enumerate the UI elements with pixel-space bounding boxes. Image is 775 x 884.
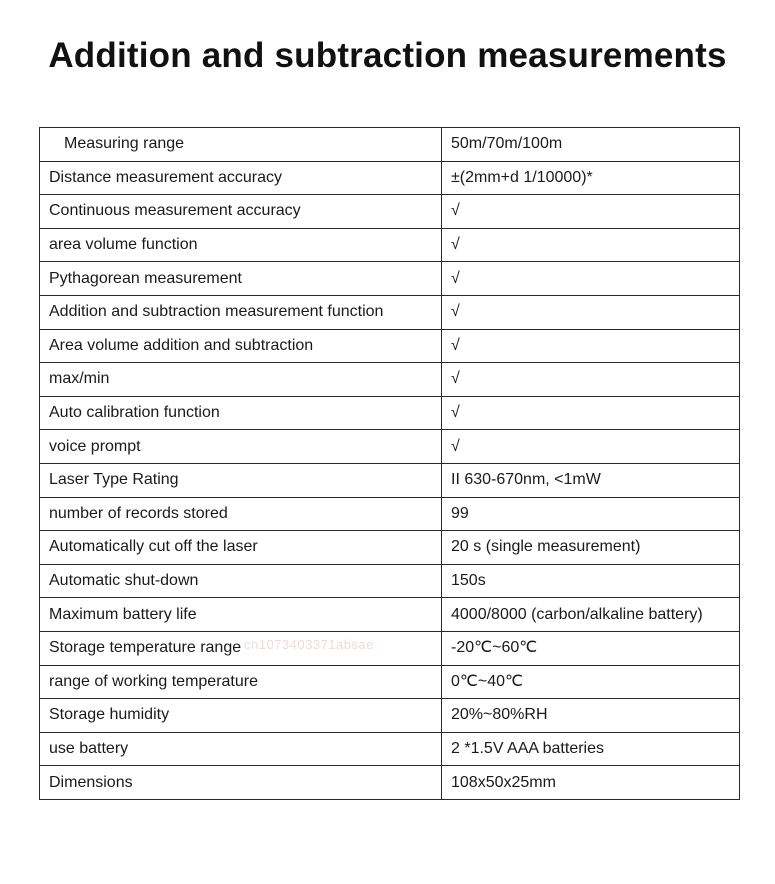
- spec-value: √: [442, 295, 740, 329]
- spec-label: voice prompt: [40, 430, 442, 464]
- spec-value: 150s: [442, 564, 740, 598]
- table-row: [40, 598, 740, 632]
- spec-label: Dimensions: [40, 766, 442, 800]
- spec-label: area volume function: [40, 228, 442, 262]
- spec-value: √: [442, 363, 740, 397]
- table-row: [40, 497, 740, 531]
- spec-label: number of records stored: [40, 497, 442, 531]
- spec-label: Storage humidity: [40, 699, 442, 733]
- spec-value: √: [442, 329, 740, 363]
- table-row: [40, 228, 740, 262]
- table-row: [40, 766, 740, 800]
- spec-value: √: [442, 396, 740, 430]
- spec-label: Storage temperature range: [40, 631, 442, 665]
- spec-label: Maximum battery life: [40, 598, 442, 632]
- spec-label: Addition and subtraction measurement function: [40, 295, 442, 329]
- spec-table: [39, 127, 740, 800]
- page-title: Addition and subtraction measurements: [48, 36, 727, 75]
- spec-value: ±(2mm+d 1/10000)*: [442, 161, 740, 195]
- spec-table-body: [40, 128, 740, 800]
- table-row: [40, 295, 740, 329]
- spec-label: use battery: [40, 732, 442, 766]
- table-row: [40, 463, 740, 497]
- spec-value: √: [442, 228, 740, 262]
- table-row: [40, 161, 740, 195]
- spec-value: II 630-670nm, <1mW: [442, 463, 740, 497]
- table-row: [40, 699, 740, 733]
- spec-value: -20℃~60℃: [442, 631, 740, 665]
- spec-label: Continuous measurement accuracy: [40, 195, 442, 229]
- spec-label: Measuring range: [40, 128, 442, 162]
- spec-value: 108x50x25mm: [442, 766, 740, 800]
- spec-label: Area volume addition and subtraction: [40, 329, 442, 363]
- table-row: [40, 329, 740, 363]
- spec-value: 20%~80%RH: [442, 699, 740, 733]
- spec-value: 4000/8000 (carbon/alkaline battery): [442, 598, 740, 632]
- spec-label: range of working temperature: [40, 665, 442, 699]
- spec-label: Laser Type Rating: [40, 463, 442, 497]
- table-row: [40, 665, 740, 699]
- table-row: [40, 430, 740, 464]
- spec-value: √: [442, 195, 740, 229]
- table-row: [40, 195, 740, 229]
- spec-value: 2 *1.5V AAA batteries: [442, 732, 740, 766]
- table-row: [40, 396, 740, 430]
- table-row: [40, 564, 740, 598]
- table-row: [40, 732, 740, 766]
- watermark-text: cn1073403371absae: [244, 637, 374, 652]
- spec-value: 50m/70m/100m: [442, 128, 740, 162]
- table-row: [40, 631, 740, 665]
- table-row: [40, 531, 740, 565]
- spec-label: max/min: [40, 363, 442, 397]
- table-row: [40, 262, 740, 296]
- spec-label: Auto calibration function: [40, 396, 442, 430]
- table-row: [40, 128, 740, 162]
- table-row: [40, 363, 740, 397]
- spec-label: Automatically cut off the laser: [40, 531, 442, 565]
- spec-value: 99: [442, 497, 740, 531]
- spec-value: 0℃~40℃: [442, 665, 740, 699]
- spec-label: Automatic shut-down: [40, 564, 442, 598]
- spec-value: √: [442, 430, 740, 464]
- spec-label: Pythagorean measurement: [40, 262, 442, 296]
- spec-label: Distance measurement accuracy: [40, 161, 442, 195]
- spec-value: 20 s (single measurement): [442, 531, 740, 565]
- spec-value: √: [442, 262, 740, 296]
